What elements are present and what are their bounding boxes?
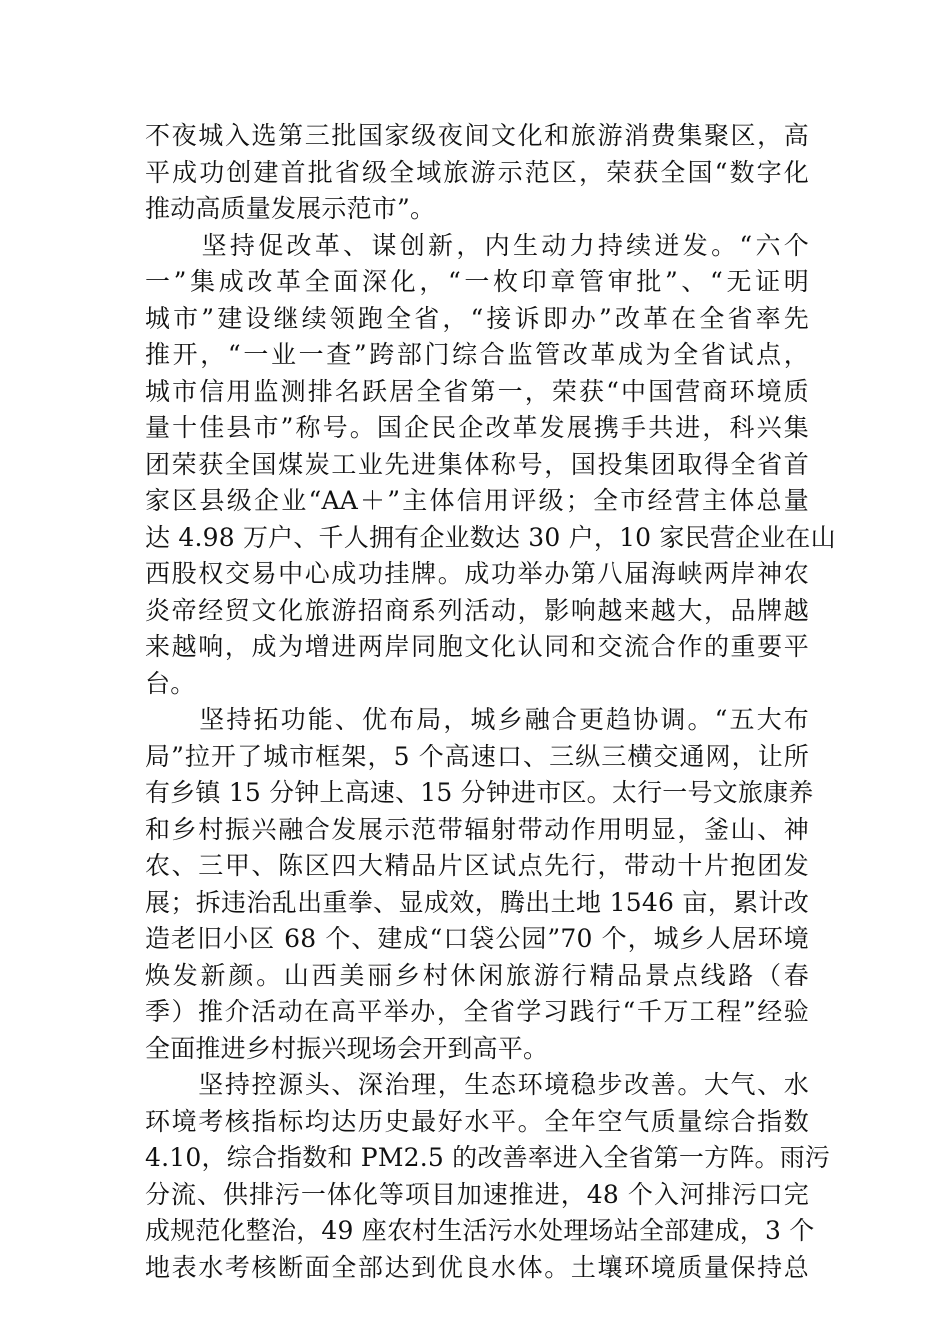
text-line: 西股权交易中心成功挂牌。成功举办第八届海峡两岸神农 [145, 559, 809, 588]
text-line: 全面推进乡村振兴现场会开到高平。 [145, 1033, 549, 1063]
text-line: 分流、供排污一体化等项目加速推进，48 个入河排污口完 [145, 1179, 809, 1209]
text-line: 焕发新颜。山西美丽乡村休闲旅游行精品景点线路（春 [145, 960, 809, 990]
text-line: 农、三甲、陈区四大精品片区试点先行，带动十片抱团发 [145, 851, 809, 880]
text-line: 推开，“一业一查”跨部门综合监管改革成为全省试点， [145, 340, 809, 369]
text-line: 不夜城入选第三批国家级夜间文化和旅游消费集聚区，高 [145, 121, 809, 150]
text-line: 城市”建设继续领跑全省，“接诉即办”改革在全省率先 [145, 303, 809, 333]
text-line: 家区县级企业“AA＋”主体信用评级；全市经营主体总量 [145, 486, 809, 515]
text-line: 和乡村振兴融合发展示范带辐射带动作用明显，釜山、神 [145, 814, 809, 844]
text-line: 推动高质量发展示范市”。 [145, 194, 436, 223]
text-line: 季）推介活动在高平举办，全省学习践行“千万工程”经验 [145, 997, 809, 1026]
paragraph-start-line: 坚持拓功能、优布局，城乡融合更趋协调。“五大布 [145, 705, 809, 734]
text-line: 平成功创建首批省级全域旅游示范区，荣获全国“数字化 [145, 157, 809, 187]
document-body [145, 118, 836, 1286]
text-line: 造老旧小区 68 个、建成“口袋公园”70 个，城乡人居环境 [145, 924, 809, 953]
text-line: 成规范化整治，49 座农村生活污水处理场站全部建成，3 个 [145, 1216, 815, 1245]
text-line: 展；拆违治乱出重拳、显成效，腾出土地 1546 亩，累计改 [145, 887, 809, 917]
text-line: 达 4.98 万户、千人拥有企业数达 30 户，10 家民营企业在山 [145, 522, 836, 552]
paragraph-start-line: 坚持促改革、谋创新，内生动力持续迸发。“六个 [145, 230, 809, 260]
text-line: 一”集成改革全面深化，“一枚印章管审批”、“无证明 [145, 267, 809, 296]
text-line: 城市信用监测排名跃居全省第一，荣获“中国营商环境质 [145, 376, 809, 406]
text-line: 环境考核指标均达历史最好水平。全年空气质量综合指数 [145, 1106, 809, 1136]
text-line: 台。 [145, 668, 196, 698]
paragraph-start-line: 坚持控源头、深治理，生态环境稳步改善。大气、水 [145, 1070, 809, 1099]
text-line: 地表水考核断面全部达到优良水体。土壤环境质量保持总 [145, 1252, 809, 1282]
text-line: 团荣获全国煤炭工业先进集体称号，国投集团取得全省首 [145, 449, 809, 479]
text-line: 有乡镇 15 分钟上高速、15 分钟进市区。太行一号文旅康养 [145, 778, 814, 807]
text-line: 4.10，综合指数和 PM2.5 的改善率进入全省第一方阵。雨污 [145, 1143, 831, 1172]
text-line: 来越响，成为增进两岸同胞文化认同和交流合作的重要平 [145, 632, 809, 661]
text-line: 量十佳县市”称号。国企民企改革发展携手共进，科兴集 [145, 413, 809, 442]
text-line: 局”拉开了城市框架，5 个高速口、三纵三横交通网，让所 [145, 741, 809, 771]
text-line: 炎帝经贸文化旅游招商系列活动，影响越来越大，品牌越 [145, 595, 809, 625]
